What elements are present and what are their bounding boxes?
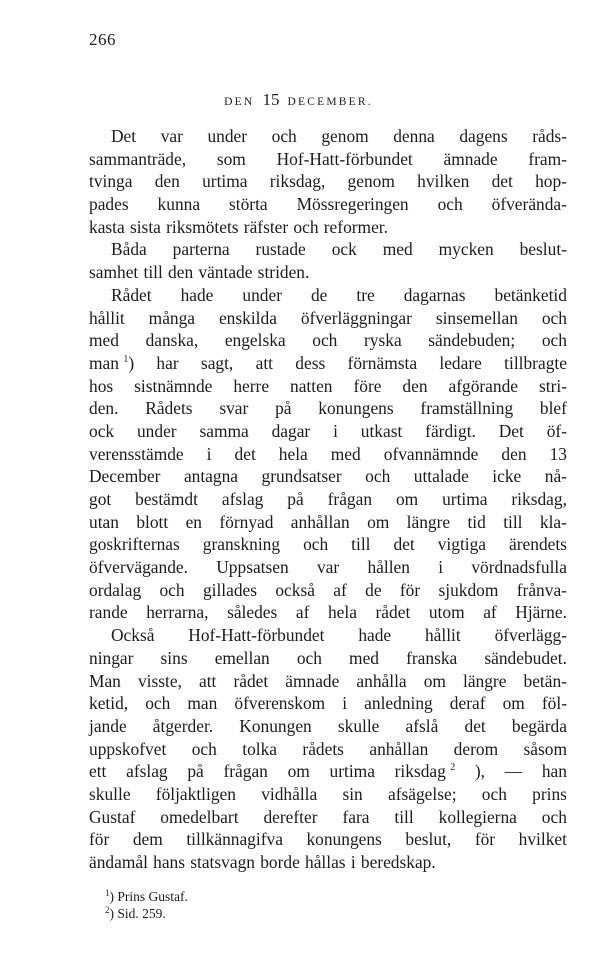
word: sagt, (200, 352, 234, 373)
word: förnämsta (347, 352, 418, 373)
page-number: 266 (89, 30, 116, 49)
footnotes (105, 888, 188, 922)
text-line (89, 806, 567, 829)
word: med (349, 647, 379, 668)
word: af (295, 602, 310, 623)
word: sin (342, 783, 363, 804)
word: mycken (438, 239, 494, 260)
word: afslag (221, 489, 264, 509)
text-line (89, 443, 567, 466)
word: i (206, 443, 212, 464)
text-line (89, 533, 567, 556)
word: störta (229, 194, 268, 215)
word: herre (233, 375, 270, 396)
word: kunna (157, 194, 201, 215)
word: och (437, 194, 463, 215)
word: anhålla (356, 670, 407, 691)
text-line (89, 601, 567, 624)
text-line (89, 670, 567, 693)
word: öf- (546, 420, 567, 441)
word: tolka (242, 738, 278, 759)
word: riksdag, (269, 171, 326, 192)
word: derom (453, 738, 499, 759)
word: granskning (202, 534, 281, 555)
word: hållen (367, 557, 410, 578)
word: urtima (329, 761, 375, 782)
text-line (89, 261, 567, 284)
word: omedelbart (160, 806, 239, 827)
word: till (394, 806, 414, 827)
text-line (89, 329, 567, 352)
word: med (330, 443, 361, 464)
word: tillbragte (504, 352, 567, 373)
word: kasta (89, 216, 125, 237)
running-head (0, 90, 597, 110)
word: och (312, 330, 338, 351)
word: deraf (449, 693, 486, 714)
word: antagna (183, 466, 239, 487)
word: kollegierna (438, 806, 517, 827)
word: den (168, 262, 194, 283)
word: den. (89, 398, 119, 419)
text-line (89, 647, 567, 670)
word: i (438, 557, 444, 578)
word: Hof-Hatt-förbundet (276, 148, 413, 169)
word: öfvervägande. (89, 557, 188, 578)
word: got (89, 489, 112, 509)
word: utkast (360, 420, 403, 441)
word: den (402, 375, 428, 396)
word: verensstämde (89, 443, 184, 464)
word: grundsatser (261, 466, 342, 487)
word: öfverända- (491, 194, 567, 215)
word: längre (406, 511, 451, 532)
word: Båda (111, 239, 147, 260)
text-line (89, 692, 567, 715)
word: sändebudet. (484, 647, 567, 668)
word: hvilket (518, 829, 567, 850)
word: dagarnas (403, 284, 466, 305)
text-line (89, 851, 567, 874)
word: beslut, (405, 829, 452, 850)
word: sista (129, 216, 161, 237)
word: med (382, 239, 413, 260)
word: ämnade (443, 148, 498, 169)
word: frågan (223, 761, 268, 782)
word: ofvannämnde (383, 443, 479, 464)
word: man (187, 693, 218, 714)
word: under (136, 420, 177, 441)
word: anhållan (369, 738, 429, 759)
footnote-marker: 2 (450, 762, 456, 774)
word: under (242, 284, 282, 305)
footnote-text: Prins Gustaf. (117, 889, 188, 904)
word: det (464, 715, 486, 736)
word: och (145, 693, 171, 714)
word: af (483, 602, 497, 623)
word: derefter (263, 806, 318, 827)
word: rustade (255, 239, 306, 260)
word: anledning (364, 693, 433, 714)
word: dagens (459, 126, 508, 146)
word: hos (89, 375, 114, 396)
word: en (185, 511, 202, 532)
text-line (89, 238, 567, 261)
word: och (293, 216, 319, 237)
word: hållit (89, 307, 125, 328)
word: 13 (549, 443, 567, 464)
word: sistnämnde (134, 375, 213, 396)
word: nå- (544, 466, 567, 487)
word: ett (89, 761, 107, 782)
word: och (541, 307, 567, 328)
text-line (89, 828, 567, 851)
word: begärda (511, 715, 567, 736)
word: som (216, 148, 246, 169)
word: man $^1$) (89, 352, 135, 373)
word: herrarna, (146, 602, 209, 623)
word: med (89, 330, 119, 351)
word: Också (111, 625, 155, 646)
text-line (89, 488, 567, 511)
word: således (227, 602, 278, 623)
word: ärendets (509, 534, 567, 555)
word: under (207, 126, 248, 146)
word: ock (331, 239, 357, 260)
footnote-mark: 1 (105, 888, 110, 898)
word: svar (219, 398, 249, 419)
word: föl- (541, 693, 567, 714)
word: tre (356, 284, 375, 305)
word: samhet (89, 262, 139, 283)
text-line (89, 125, 567, 148)
word: före (353, 375, 382, 396)
word: på (275, 398, 292, 419)
word: vigtiga (437, 534, 487, 555)
word: genom (321, 126, 369, 146)
word: färdigt. (425, 420, 476, 441)
text-line (89, 307, 567, 330)
word: de (365, 579, 382, 600)
word: till (143, 262, 163, 283)
word: om (287, 761, 310, 782)
word: fara (342, 806, 370, 827)
word: Gustaf (89, 806, 136, 827)
word: uttalade (413, 466, 469, 487)
word: och (271, 126, 297, 146)
word: såsom (523, 738, 567, 759)
word: Uppsatsen (216, 557, 289, 578)
word: skulle (89, 783, 131, 804)
text-line (89, 556, 567, 579)
word: rådets (302, 738, 344, 759)
word: kla- (539, 511, 567, 532)
footnote: $^2$) Sid. 259. (105, 905, 166, 921)
word: och (191, 738, 217, 759)
text-line (89, 193, 567, 216)
word: i (342, 693, 348, 714)
word: väntade (198, 262, 253, 283)
word: riksmötets (166, 216, 239, 237)
text-line (89, 465, 567, 488)
word: gillades (202, 579, 258, 600)
word: och (481, 783, 507, 804)
word: stri- (538, 375, 567, 396)
word: räfster (243, 216, 289, 237)
word: denna (393, 126, 435, 146)
word: vördnadsfulla (471, 557, 567, 578)
word: Rådets (145, 398, 193, 419)
word: riksdag $^2$ (394, 761, 456, 782)
word: samma (199, 420, 249, 441)
word: beredskap. (360, 852, 436, 872)
word: December (89, 466, 161, 487)
word: följaktligen (155, 783, 236, 804)
word: han (541, 761, 567, 782)
word: icke (492, 466, 522, 487)
word: dem (132, 829, 163, 850)
word: anhållan (290, 511, 350, 532)
word: tid (467, 511, 486, 532)
body-text (89, 125, 567, 874)
word: sammanträde, (89, 148, 187, 169)
word: prins (532, 783, 567, 804)
text-line (89, 579, 567, 602)
word: om (423, 670, 446, 691)
word: i (350, 852, 356, 872)
word: för (399, 579, 421, 600)
word: och (541, 806, 567, 827)
word: och (365, 466, 391, 487)
word: utan (89, 511, 119, 532)
word: för (89, 829, 110, 850)
word: ), (474, 761, 486, 782)
word: natten (290, 375, 333, 396)
word: enskilda (218, 307, 277, 328)
word: hela (327, 602, 357, 623)
word: på (187, 761, 204, 782)
word: ock (89, 420, 115, 441)
text-line (89, 511, 567, 534)
text-line (89, 397, 567, 420)
word: sins (160, 647, 188, 668)
word: pades (89, 194, 129, 215)
word: af (333, 579, 347, 600)
word: ämnade (285, 670, 340, 691)
word: hade (180, 284, 214, 305)
text-line (89, 148, 567, 171)
text-line (89, 738, 567, 761)
word: frågan (327, 489, 373, 509)
word: ledare (439, 352, 482, 373)
word: ningar (89, 647, 134, 668)
word: sinsemellan (435, 307, 518, 328)
text-line (89, 420, 567, 443)
word: och (541, 330, 567, 351)
word: urtima (202, 171, 248, 192)
word: och (296, 647, 322, 668)
running-head-pre: DEN (224, 96, 255, 108)
word: öfverlägg- (494, 625, 567, 646)
word: hop- (535, 171, 567, 192)
word: många (148, 307, 196, 328)
word: afslag (126, 761, 168, 782)
word: statsvagn (190, 852, 255, 872)
word: hade (358, 625, 392, 646)
text-line (89, 783, 567, 806)
word: Det (498, 420, 524, 441)
text-line (89, 216, 567, 239)
word: striden. (257, 262, 310, 283)
text-line (89, 760, 567, 783)
word: afgörande (448, 375, 519, 396)
word: hvilken (417, 171, 470, 192)
word: blef (539, 398, 567, 419)
word: det (393, 534, 415, 555)
word: tvinga (89, 171, 133, 192)
word: öfverenskom (234, 693, 326, 714)
word: förnyad (219, 511, 274, 532)
text-line (89, 170, 567, 193)
word: att (255, 352, 273, 373)
word: om (367, 511, 390, 532)
word: de (310, 284, 328, 305)
word: Det (111, 126, 137, 146)
word: hans (153, 852, 186, 872)
word: framställning (420, 398, 514, 419)
word: reformer. (323, 216, 388, 237)
word: till (503, 511, 523, 532)
word: Mössregeringen (296, 194, 409, 215)
word: konungens (318, 398, 394, 419)
text-line (89, 624, 567, 647)
word: borde (260, 852, 300, 872)
word: utom (428, 602, 465, 623)
word: den (501, 443, 527, 464)
word: råds- (532, 126, 567, 146)
word: det (491, 171, 513, 192)
word: visste, (137, 670, 182, 691)
footnote-text: Sid. 259. (117, 906, 166, 921)
word: sändebuden; (428, 330, 516, 351)
word: hållas (305, 852, 346, 872)
word: fram- (528, 148, 567, 169)
word: danska, (145, 330, 199, 351)
word: franska (406, 647, 458, 668)
word: om (502, 693, 525, 714)
word: — (504, 761, 523, 782)
word: betän- (523, 670, 567, 691)
word: Konungen (239, 715, 312, 736)
word: parterna (172, 239, 230, 260)
word: rande (89, 602, 128, 623)
word: för (474, 829, 496, 850)
word: och (303, 534, 329, 555)
text-line (89, 284, 567, 307)
word: hållit (424, 625, 461, 646)
footnote-marker: 1 (123, 353, 129, 365)
word: betänketid (494, 284, 567, 305)
footnote-mark: 2 (105, 905, 110, 915)
text-line (89, 352, 567, 375)
word: uppskofvet (89, 738, 167, 759)
word: att (198, 670, 217, 691)
word: dagar (271, 420, 311, 441)
word: konungens (306, 829, 382, 850)
word: urtima (442, 489, 488, 509)
word: blott (136, 511, 169, 532)
word: sjukdom (438, 579, 499, 600)
word: engelska (224, 330, 286, 351)
word: har (156, 352, 179, 373)
word: rådet (375, 602, 411, 623)
word: emellan (214, 647, 270, 668)
word: Hof-Hatt-förbundet (188, 625, 325, 646)
word: längre (462, 670, 507, 691)
word: skulle (337, 715, 380, 736)
word: ketid, (89, 693, 129, 714)
word: ordalag (89, 579, 142, 600)
word: genom (347, 171, 395, 192)
text-line (89, 375, 567, 398)
word: var (160, 126, 183, 146)
word: bestämdt (135, 489, 198, 509)
word: beslut- (519, 239, 567, 260)
word: den (154, 171, 180, 192)
word: tillkännagifva (186, 829, 283, 850)
word: Hjärne. (515, 602, 567, 623)
running-head-month: DECEMBER. (287, 96, 373, 108)
word: i (333, 420, 338, 441)
word: jande (89, 715, 127, 736)
running-head-day: 15 (262, 90, 280, 109)
word: på (287, 489, 304, 509)
word: om (395, 489, 419, 509)
word: afslå (405, 715, 439, 736)
word: Man (89, 670, 121, 691)
text-line (89, 715, 567, 738)
word: åtgerder. (152, 715, 214, 736)
word: var (316, 557, 340, 578)
word: goskrifternas (89, 534, 180, 555)
word: vidhålla (261, 783, 318, 804)
word: öfverläggningar (300, 307, 412, 328)
word: rådet (233, 670, 269, 691)
footnote: $^1$) Prins Gustaf. (105, 888, 188, 904)
word: också (275, 579, 315, 600)
word: ändamål (89, 852, 148, 872)
word: det (234, 443, 256, 464)
word: och (159, 579, 185, 600)
word: Rådet (111, 284, 152, 305)
word: riksdag, (511, 489, 567, 509)
word: afsägelse; (387, 783, 457, 804)
word: ryska (364, 330, 402, 351)
word: hela (278, 443, 308, 464)
word: till (351, 534, 371, 555)
word: dess (295, 352, 326, 373)
word: frånva- (516, 579, 567, 600)
